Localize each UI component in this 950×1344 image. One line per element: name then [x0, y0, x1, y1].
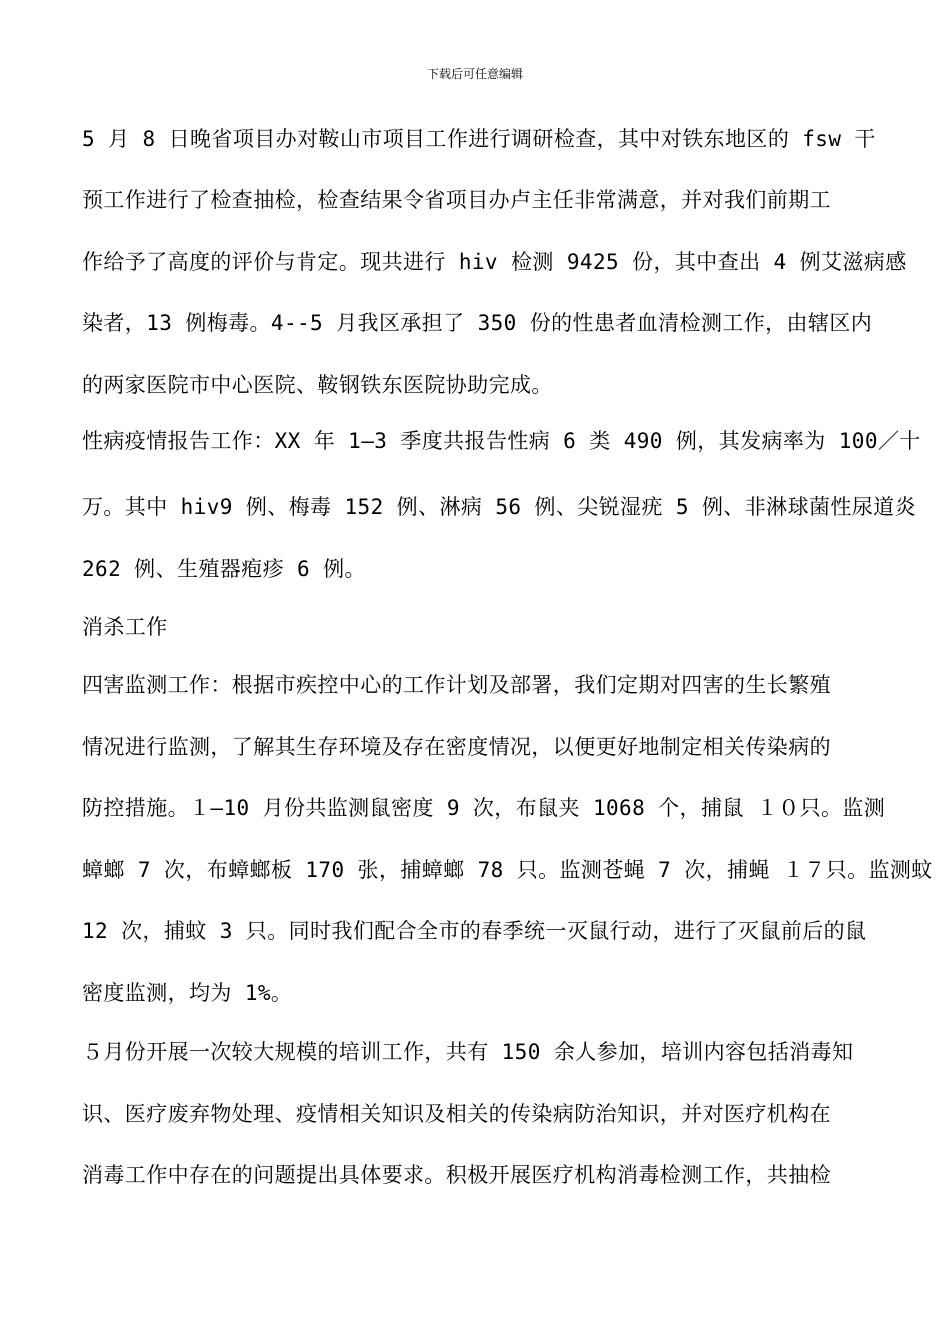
text-line: 作给予了高度的评价与肯定。现共进行 hiv 检测 9425 份，其中查出 4 例艾滋病感 — [82, 250, 907, 274]
text-line: 防控措施。１—10 月份共监测鼠密度 9 次，布鼠夹 1068 个，捕鼠 １０只。监测 — [82, 796, 886, 820]
text-line: 识、医疗废弃物处理、疫情相关知识及相关的传染病防治知识，并对医疗机构在 — [82, 1102, 831, 1126]
text-line: 262 例、生殖器疱疹 6 例。 — [82, 557, 366, 581]
text-line: 的两家医院市中心医院、鞍钢铁东医院协助完成。 — [82, 373, 553, 397]
text-line: 12 次，捕蚊 3 只。同时我们配合全市的春季统一灭鼠行动，进行了灭鼠前后的鼠 — [82, 919, 867, 943]
text-line: 染者，13 例梅毒。4--5 月我区承担了 350 份的性患者血清检测工作，由辖区内 — [82, 311, 873, 335]
page-header: 下载后可任意编辑 — [426, 67, 523, 81]
text-line: 万。其中 hiv9 例、梅毒 152 例、淋病 56 例、尖锐湿疣 5 例、非淋球菌性尿道炎 — [82, 495, 916, 519]
text-line: 情况进行监测，了解其生存环境及存在密度情况，以便更好地制定相关传染病的 — [82, 735, 831, 759]
text-line: 四害监测工作：根据市疾控中心的工作计划及部署，我们定期对四害的生长繁殖 — [82, 673, 831, 697]
text-line: 蟑螂 7 次，布蟑螂板 170 张，捕蟑螂 78 只。监测苍蝇 7 次，捕蝇 １７只。监测蚊 — [82, 858, 933, 882]
text-line: 预工作进行了检查抽检，检查结果令省项目办卢主任非常满意，并对我们前期工 — [82, 188, 831, 212]
section-heading: 消杀工作 — [82, 615, 168, 639]
text-line: ５月份开展一次较大规模的培训工作，共有 150 余人参加，培训内容包括消毒知 — [82, 1040, 854, 1064]
text-line: 5 月 8 日晚省项目办对鞍山市项目工作进行调研检查，其中对铁东地区的 fsw 干 — [82, 127, 876, 151]
text-line: 密度监测，均为 1%。 — [82, 981, 293, 1005]
text-line: 性病疫情报告工作：XX 年 1—3 季度共报告性病 6 类 490 例，其发病率为 100／十 — [82, 429, 921, 453]
text-line: 消毒工作中存在的问题提出具体要求。积极开展医疗机构消毒检测工作，共抽检 — [82, 1163, 831, 1187]
